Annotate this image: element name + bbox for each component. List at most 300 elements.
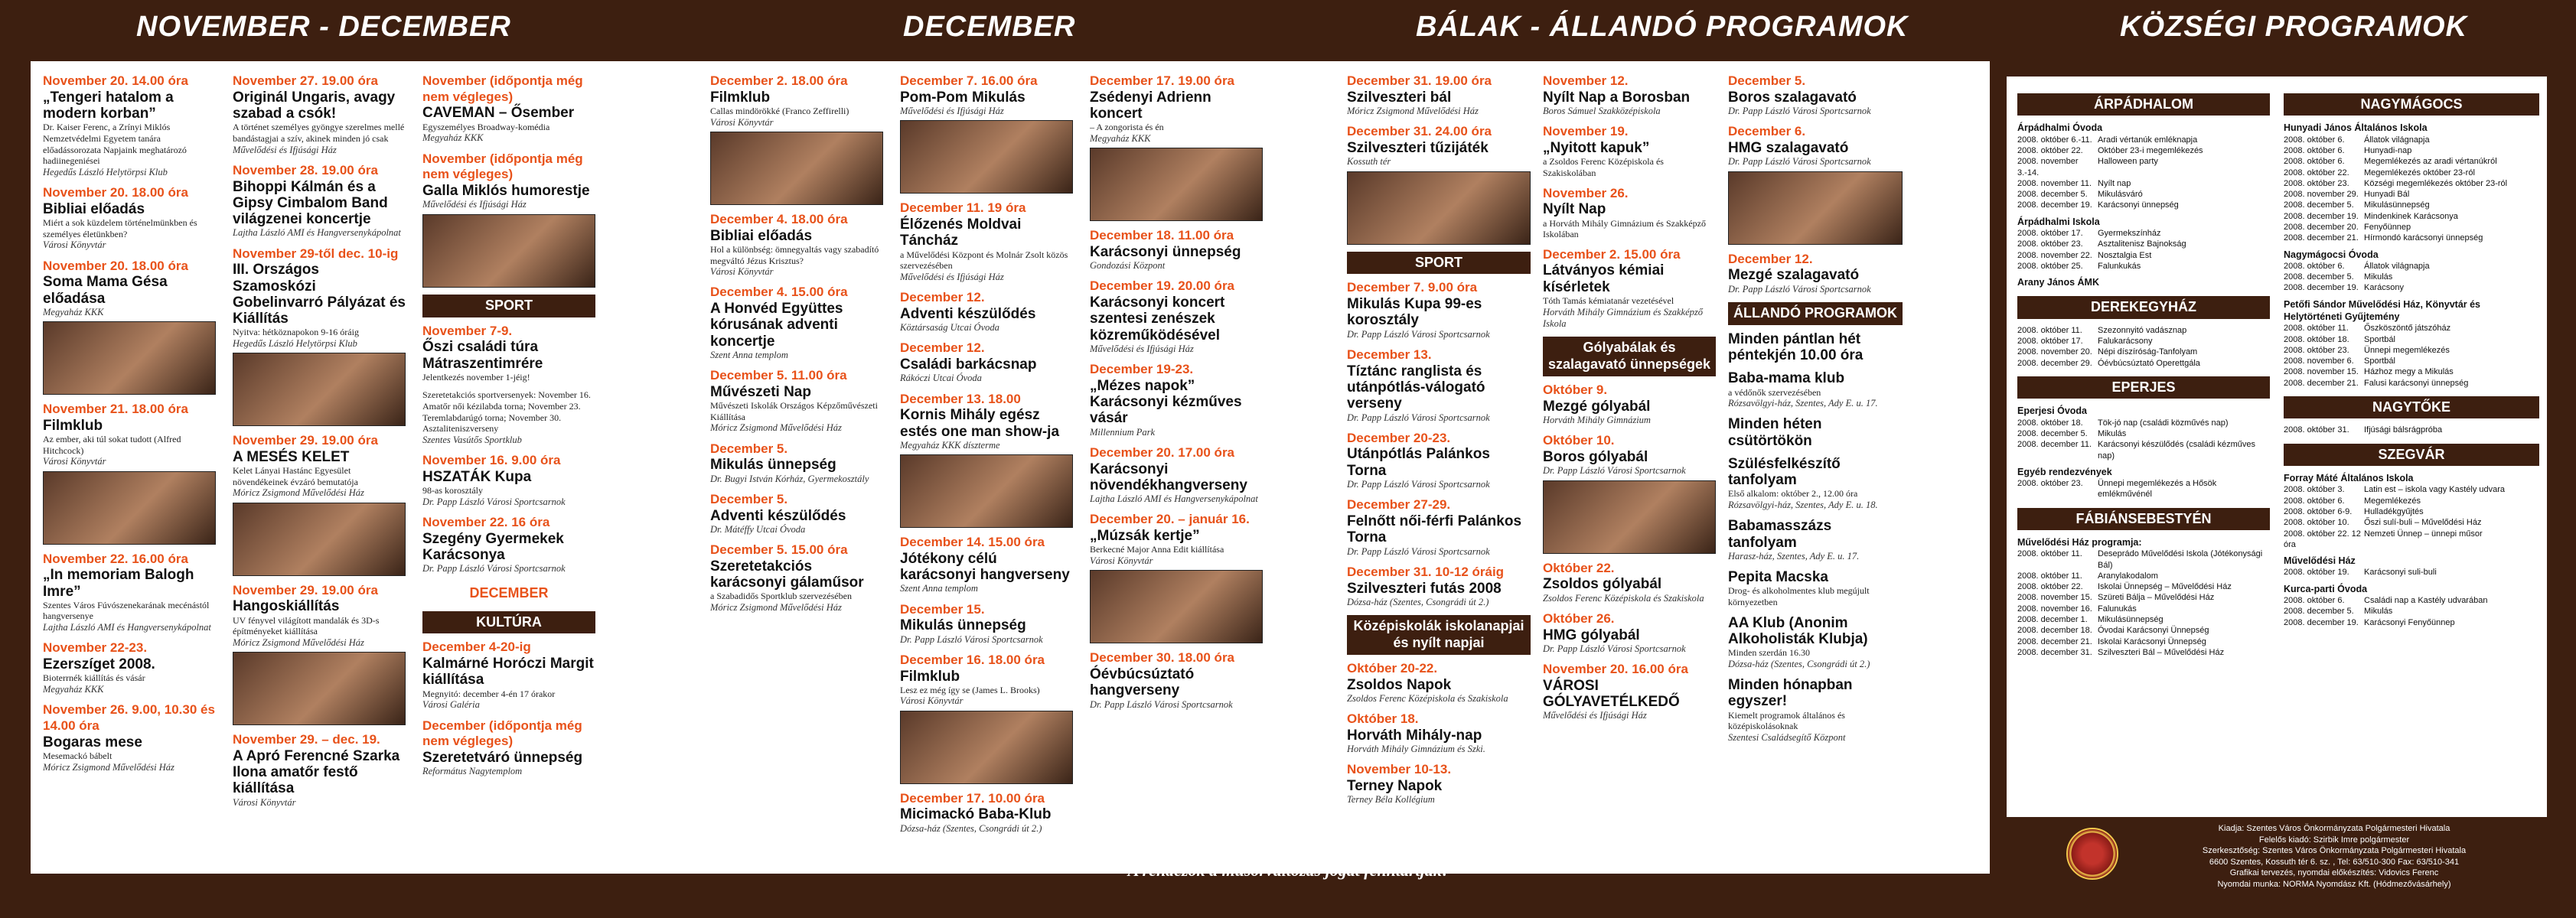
schedule-date: 2008. október 18.: [2284, 334, 2349, 344]
schedule-date: 2008. október 11.: [2017, 325, 2082, 335]
schedule-event: Hulladékgyűjtés: [2364, 506, 2424, 516]
schedule-event: Őszi sulí-buli – Művelődési Ház: [2364, 518, 2482, 528]
event-item: [1090, 228, 1263, 272]
event-date: December 2. 18.00 óra: [710, 73, 848, 88]
event-photo: [900, 120, 1073, 194]
event-date: December 13. 18.00: [900, 391, 1021, 406]
event-date: December 12.: [900, 290, 985, 305]
event-item: [900, 535, 1073, 595]
schedule-row: [2284, 135, 2539, 145]
section-sport: SPORT: [422, 295, 595, 317]
event-venue: Városi Könyvtár: [710, 116, 774, 128]
schedule-row: [2284, 211, 2539, 222]
schedule-row: [2284, 189, 2539, 200]
event-venue: Zsoldos Ferenc Középiskola és Szakiskola: [1347, 692, 1508, 704]
event-item: [900, 73, 1073, 194]
event-venue: Művelődési és Ifjúsági Ház: [900, 106, 1004, 116]
event-venue: Szent Anna templom: [710, 349, 788, 360]
schedule-date: 2008. december 19.: [2284, 283, 2359, 293]
subheading: Művelődési Ház programja:: [2017, 537, 2142, 549]
event-date: December 11. 19 óra: [900, 200, 1026, 216]
schedule-date: 2008. december 29.: [2017, 358, 2092, 368]
schedule-date: 2008. október 22.: [2017, 582, 2083, 592]
schedule-date: 2008. december 5.: [2017, 428, 2088, 438]
schedule-event: Őszköszöntő játszóház: [2364, 324, 2451, 334]
event-title: Pom-Pom Mikulás: [900, 89, 1026, 106]
event-title: HSZATÁK Kupa: [422, 468, 532, 485]
event-venue: Városi Könyvtár: [1090, 555, 1153, 567]
schedule-row: [2284, 425, 2539, 435]
event-venue: Dr. Papp László Városi Sportcsarnok: [1347, 412, 1490, 423]
event-venue: Szent Anna templom: [900, 583, 978, 594]
event-title: Szilveszteri tűzijáték: [1347, 139, 1489, 156]
schedule-event: Aradi vértanúk emléknapja: [2098, 135, 2198, 145]
village-title-eperjes: EPERJES: [2017, 376, 2270, 399]
event-item: [710, 542, 883, 614]
schedule-event: Október 23-i megemlékezés: [2098, 145, 2203, 155]
main-panel: [31, 61, 1990, 874]
event-venue: Hegedűs László Helytörpsi Klub: [43, 166, 168, 177]
event-date: November 12.: [1543, 73, 1629, 88]
event-title: Galla Miklós humorestje: [422, 183, 590, 200]
event-title: „Nyitott kapuk”: [1543, 139, 1650, 156]
schedule-row: [2284, 233, 2539, 243]
schedule-row: [2284, 567, 2539, 578]
schedule-row: [2017, 358, 2270, 369]
event-date: December 2. 15.00 óra: [1543, 246, 1681, 262]
schedule-event: Mindenkinek Karácsonya: [2364, 211, 2458, 221]
event-description: Berkecné Major Anna Edit kiállítása: [1090, 544, 1224, 555]
village-title-szegvar: SZEGVÁR: [2284, 444, 2539, 466]
event-venue: Hegedűs László Helytörpsi Klub: [233, 337, 357, 349]
event-date: December 20. – január 16.: [1090, 512, 1250, 527]
schedule-row: [2284, 517, 2539, 528]
schedule-event: Családi nap a Kastély udvarában: [2364, 595, 2488, 605]
village-title-arpadhalom: ÁRPÁDHALOM: [2017, 93, 2270, 116]
event-venue: Dr. Papp László Városi Sportcsarnok: [422, 563, 566, 575]
schedule-row: [2284, 178, 2539, 189]
event-item: [710, 368, 883, 435]
schedule-date: 2008. október 6.: [2284, 135, 2345, 145]
schedule-row: [2017, 571, 2270, 581]
event-description: Megnyitó: december 4-én 17 órakor: [422, 688, 556, 699]
event-item: [1728, 124, 1903, 244]
event-item: [422, 151, 595, 288]
schedule-event: Hunyadi-nap: [2364, 145, 2412, 155]
event-title: Felnőtt női-férfi Palánkos Torna: [1347, 513, 1522, 546]
event-title: Látványos kémiai kísérletek: [1543, 262, 1665, 295]
event-title: Élőzenés Moldvai Táncház: [900, 216, 1022, 249]
schedule-event: Fenyőünnep: [2364, 223, 2411, 233]
event-title: Babamasszázs tanfolyam: [1728, 518, 1832, 551]
schedule-date: 2008. december 21.: [2017, 636, 2092, 646]
schedule-date: 2008. december 19.: [2284, 211, 2359, 221]
schedule-row: [2017, 604, 2270, 614]
schedule-event: Gyermekszínház: [2098, 228, 2161, 238]
schedule-date: 2008. október 22.: [2284, 168, 2349, 177]
event-venue: Köztársaság Utcai Óvoda: [900, 322, 999, 334]
event-title: A Apró Ferencné Szarka Ilona amatőr festő kiállítása: [233, 747, 400, 797]
event-date: Október 22.: [1543, 560, 1615, 575]
event-item: [1543, 124, 1716, 178]
kozseg-left-column: [2017, 86, 2270, 658]
event-description: Minden szerdán 16.30: [1728, 647, 1810, 659]
event-venue: Móricz Zsigmond Művelődési Ház: [43, 761, 174, 773]
event-date: November (időpontja még nem végleges): [422, 73, 583, 104]
section-kozepisk: Középiskolák iskolanapjai és nyílt napjai: [1347, 615, 1531, 655]
event-date: Október 9.: [1543, 382, 1608, 398]
event-item: [1728, 370, 1903, 409]
schedule-event: Karácsonyi ünnepség: [2098, 200, 2179, 210]
schedule-date: 2008. október 25.: [2017, 261, 2083, 271]
event-venue: Megyaház KKK: [422, 132, 484, 144]
event-date: November 29. 19.00 óra: [233, 582, 378, 597]
event-item: [43, 702, 216, 773]
schedule-date: 2008. november 22.: [2017, 250, 2092, 260]
schedule-date: 2008. december 31.: [2017, 647, 2092, 657]
schedule-event: Mikulás: [2364, 607, 2393, 617]
event-venue: Dr. Papp László Városi Sportcsarnok: [1543, 465, 1686, 477]
schedule-row: [2284, 261, 2539, 272]
event-item: [1543, 662, 1716, 722]
event-venue: Megyaház KKK díszterme: [900, 439, 1000, 451]
schedule-date: 2008. december 20.: [2284, 223, 2359, 233]
schedule-date: 2008. október 11.: [2017, 571, 2082, 581]
event-title: Bibliai előadás: [710, 227, 813, 244]
schedule-date: 2008. október 6.: [2284, 157, 2345, 167]
schedule-date: 2008. október 23.: [2284, 345, 2349, 355]
schedule-row: [2284, 222, 2539, 233]
schedule-row: [2284, 378, 2539, 389]
event-title: Szilveszteri futás 2008: [1347, 580, 1502, 597]
event-venue: Városi Könyvtár: [43, 239, 106, 251]
schedule-date: 2008. október 10.: [2284, 518, 2349, 528]
column-3: [422, 61, 595, 874]
schedule-row: [2284, 617, 2539, 628]
schedule-date: 2008. október 22. 12 óra: [2284, 529, 2361, 549]
event-venue: Dr. Bugyi István Kórház, Gyermekosztály: [710, 473, 869, 484]
event-item: [1347, 762, 1531, 806]
event-item: [422, 389, 595, 446]
event-venue: Dr. Mátéffy Utcai Óvoda: [710, 523, 806, 535]
schedule-date: 2008. október 18.: [2017, 418, 2083, 428]
event-date: November 20. 16.00 óra: [1543, 662, 1688, 677]
schedule-event: Falunkukás: [2098, 261, 2141, 271]
header-kozsegi: KÖZSÉGI PROGRAMOK: [2120, 11, 2468, 43]
schedule-row: [2284, 595, 2539, 606]
event-title: Mezgé szalagavató: [1728, 267, 1860, 284]
subheading: Egyéb rendezvények: [2017, 466, 2112, 477]
event-item: [710, 212, 883, 278]
event-item: [1728, 252, 1903, 295]
event-item: [233, 732, 406, 809]
subheading: Árpádhalmi Óvoda: [2017, 122, 2103, 134]
schedule-row: [2284, 156, 2539, 167]
event-venue: Móricz Zsigmond Művelődési Ház: [710, 602, 842, 614]
credit-line: 6600 Szentes, Kossuth tér 6. sz. , Tel: 63/510-300 Fax: 63/510-341: [2209, 857, 2460, 867]
event-title: Adventi készülődés: [900, 305, 1036, 322]
event-photo: [710, 132, 883, 205]
event-date: December 12.: [1728, 251, 1813, 266]
event-item: [43, 402, 216, 545]
event-venue: Móricz Zsigmond Művelődési Ház: [1347, 106, 1479, 116]
event-description: 98-as korosztály: [422, 485, 483, 496]
event-item: [1090, 650, 1263, 711]
event-venue: Horváth Mihály Gimnázium és Szki.: [1347, 744, 1485, 755]
event-title: Őszi családi túra Mátraszentimrére: [422, 339, 543, 372]
schedule-event: Óévbúcsúztató Operettgála: [2098, 358, 2200, 368]
schedule-event: Községi megemlékezés október 23-ról: [2364, 178, 2508, 188]
event-title: Boros gólyabál: [1543, 449, 1648, 466]
schedule-row: [2284, 366, 2539, 377]
event-date: December 15.: [900, 601, 985, 617]
event-item: [233, 246, 406, 427]
event-photo: [1728, 171, 1903, 245]
event-date: December 19. 20.00 óra: [1090, 278, 1235, 294]
schedule-event: Latin est – iskola vagy Kastély udvara: [2364, 485, 2506, 495]
event-item: [1090, 73, 1263, 221]
schedule-date: 2008. október 6-9.: [2284, 506, 2353, 516]
event-description: Szentes Város Fúvószenekarának mecénástól hangversenye: [43, 599, 210, 622]
event-title: Terney Napok: [1347, 778, 1443, 795]
event-title: Nyílt Nap: [1543, 201, 1606, 218]
schedule-event: Hírmondó karácsonyi ünnepség: [2364, 233, 2483, 243]
event-venue: Szentesi Családsegítő Központ: [1728, 731, 1846, 743]
subheading: Árpádhalmi Iskola: [2017, 216, 2100, 227]
event-date: November 7-9.: [422, 323, 513, 338]
schedule-date: 2008. december 19.: [2017, 200, 2092, 210]
event-date: Október 10.: [1543, 433, 1615, 448]
event-item: [900, 602, 1073, 646]
schedule-date: 2008. december 19.: [2284, 617, 2359, 627]
event-venue: Móricz Zsigmond Művelődési Ház: [233, 636, 364, 648]
event-item: [900, 340, 1073, 384]
subheading: Hunyadi János Általános Iskola: [2284, 122, 2428, 134]
event-description: – A zongorista és én: [1090, 122, 1164, 133]
schedule-row: [2017, 614, 2270, 625]
header-december: DECEMBER: [903, 11, 1076, 43]
event-description: Az ember, aki túl sokat tudott (Alfred Hitchcock): [43, 434, 181, 456]
event-venue: Boros Sámuel Szakközépiskola: [1543, 106, 1661, 116]
event-date: Október 26.: [1543, 610, 1615, 626]
event-date: December 20. 17.00 óra: [1090, 444, 1235, 460]
event-description: Kiemelt programok általános és középiskolásoknak: [1728, 709, 1845, 732]
event-item: [900, 200, 1073, 283]
event-venue: Lajtha László AMI és Hangversenykápolnat: [43, 622, 211, 633]
event-title: HMG szalagavató: [1728, 139, 1849, 156]
column-8: [1543, 61, 1716, 874]
schedule-event: Ünnepi megemlékezés: [2364, 345, 2450, 355]
event-title: Bibliai előadás: [43, 200, 145, 217]
schedule-event: Falusi karácsonyi ünnepség: [2364, 378, 2469, 388]
event-title: Minden hónapban egyszer!: [1728, 677, 1853, 710]
event-title: Mikulás ünnepség: [900, 617, 1026, 634]
schedule-row: [2284, 496, 2539, 506]
event-title: Bihoppi Kálmán és a Gipsy Cimbalom Band világzenei koncertje: [233, 178, 388, 228]
schedule-row: [2017, 250, 2270, 261]
event-title: Soma Mama Gésa előadása: [43, 274, 168, 307]
subheading: Arany János ÁMK: [2017, 277, 2099, 288]
event-venue: Móricz Zsigmond Művelődési Ház: [710, 422, 842, 434]
event-photo: [422, 214, 595, 288]
section-golyabal: Gólyabálak és szalagavató ünnepségek: [1543, 337, 1716, 376]
event-venue: Dr. Papp László Városi Sportcsarnok: [1347, 328, 1490, 340]
event-item: [233, 433, 406, 576]
event-item: [1347, 280, 1531, 340]
schedule-date: 2008. november 15.: [2017, 593, 2092, 603]
schedule-event: Halloween party: [2098, 157, 2158, 167]
event-item: [900, 290, 1073, 334]
event-venue: Megyaház KKK: [43, 683, 104, 695]
event-date: December 13.: [1347, 347, 1432, 362]
event-venue: Művelődési és Ifjúsági Ház: [900, 271, 1004, 282]
event-title: Baba-mama klub: [1728, 370, 1845, 387]
schedule-date: 2008. október 31.: [2284, 425, 2349, 435]
event-date: December 5.: [710, 491, 788, 506]
schedule-event: Nemzeti Ünnep – ünnepi műsor: [2364, 529, 2483, 539]
event-title: Karácsonyi növendékhangverseny: [1090, 461, 1247, 493]
event-item: [1543, 382, 1716, 426]
schedule-event: Házhoz megy a Mikulás: [2364, 367, 2454, 377]
event-item: [1347, 497, 1531, 558]
event-title: Zsoldos gólyabál: [1543, 576, 1662, 593]
event-title: Minden pántlan hét péntekjén 10.00 óra: [1728, 330, 1864, 363]
schedule-date: 2008. október 23.: [2017, 479, 2083, 489]
event-description: Egyszemélyes Broadway-komédia: [422, 121, 550, 132]
schedule-row: [2017, 325, 2270, 336]
event-title: Micimackó Baba-Klub: [900, 806, 1052, 823]
event-title: Bogaras mese: [43, 734, 142, 750]
schedule-date: 2008. október 6.: [2284, 145, 2345, 155]
event-description: Nyitva: hétköznapokon 9-16 óráig: [233, 327, 359, 338]
event-date: November 10-13.: [1347, 762, 1452, 777]
schedule-date: 2008. december 5.: [2017, 190, 2088, 200]
schedule-date: 2008. december 21.: [2284, 378, 2359, 388]
event-item: [1347, 661, 1531, 705]
event-date: December 16. 18.00 óra: [900, 652, 1045, 667]
event-title: Filmklub: [900, 668, 960, 685]
event-title: Szeretetváró ünnepség: [422, 750, 583, 767]
schedule-date: 2008. október 17.: [2017, 228, 2083, 238]
schedule-date: 2008. december 5.: [2284, 200, 2354, 210]
event-description: a Művelődési Központ és Molnár Zsolt közös szervezésében: [900, 249, 1068, 272]
event-description: Mesemackó bábelt: [43, 750, 112, 761]
event-item: [900, 791, 1073, 835]
event-title: III. Országos Szamoskózi Gobelinvarró Pályázat és Kiállítás: [233, 262, 406, 327]
event-item: [1347, 347, 1531, 424]
event-title: Boros szalagavató: [1728, 89, 1857, 106]
event-venue: Művelődési és Ifjúsági Ház: [422, 199, 527, 210]
event-venue: Városi Galéria: [422, 699, 480, 711]
schedule-event: Asztalitenisz Bajnokság: [2098, 239, 2186, 249]
event-venue: Dr. Papp László Városi Sportcsarnok: [1090, 698, 1233, 710]
schedule-row: [2017, 228, 2270, 239]
event-item: [43, 552, 216, 634]
event-item: [43, 73, 216, 178]
schedule-row: [2017, 418, 2270, 428]
column-6: [1090, 61, 1263, 874]
schedule-event: Deseprádo Művelődési Iskola (Jótékonysági Bál): [2098, 549, 2263, 570]
credit-line: Szerkesztőség: Szentes Város Önkormányzata Polgármesteri Hivatala: [2202, 846, 2467, 856]
column-5: [900, 61, 1073, 874]
event-title: A MESÉS KELET: [233, 448, 350, 465]
credit-line: Grafikai tervezés, nyomdai előkészítés: Vidovics Ferenc: [2229, 868, 2439, 878]
subheading: Művelődési Ház: [2284, 555, 2356, 567]
schedule-event: Nyílt nap: [2098, 178, 2131, 188]
event-venue: Városi Könyvtár: [233, 796, 296, 808]
village-title-fabian: FÁBIÁNSEBESTYÉN: [2017, 508, 2270, 530]
event-date: December 5. 11.00 óra: [710, 368, 847, 383]
event-photo: [1347, 171, 1531, 245]
schedule-date: 2008. november 20.: [2017, 347, 2092, 357]
event-item: [1347, 73, 1531, 117]
village-title-derekegyhaz: DEREKEGYHÁZ: [2017, 296, 2270, 318]
schedule-date: 2008. november 3.-14.: [2017, 157, 2079, 177]
schedule-event: Mikulás: [2364, 272, 2393, 282]
schedule-event: Megemlékezés október 23-ról: [2364, 168, 2475, 177]
credit-line: Nyomdai munka: NORMA Nyomdász Kft. (Hódmezővásárhely): [2217, 879, 2451, 889]
event-date: November 22-23.: [43, 640, 148, 656]
schedule-date: 2008. október 6.-11.: [2017, 135, 2092, 145]
event-item: [1347, 431, 1531, 491]
event-item: [1543, 561, 1716, 604]
event-venue: Művelődési és Ifjúsági Ház: [233, 144, 337, 155]
event-venue: Zsoldos Ferenc Középiskola és Szakiskola: [1543, 592, 1704, 604]
event-venue: Dr. Papp László Városi Sportcsarnok: [1728, 156, 1871, 168]
event-item: [1728, 615, 1903, 670]
subheading: Kurca-parti Óvoda: [2284, 583, 2368, 594]
schedule-date: 2008. október 22.: [2017, 145, 2083, 155]
schedule-event: Karácsonyi suli-buli: [2364, 568, 2437, 578]
event-item: [43, 259, 216, 396]
schedule-row: [2017, 592, 2270, 603]
event-item: [710, 73, 883, 205]
event-date: November 21. 18.00 óra: [43, 402, 188, 417]
event-date: December 17. 19.00 óra: [1090, 73, 1235, 88]
event-title: Hangoskiállítás: [233, 598, 340, 615]
event-description: A történet személyes gyöngye szerelmes mellé bandástagjai a szív, akinek minden jó csak: [233, 122, 405, 144]
schedule-date: 2008. október 11.: [2284, 324, 2349, 334]
event-item: [1728, 416, 1903, 449]
schedule-event: Mikulásváró: [2098, 190, 2143, 200]
event-item: [1543, 186, 1716, 240]
section-kultura: KULTÚRA: [422, 611, 595, 634]
event-title: Karácsonyi ünnepség: [1090, 243, 1241, 260]
event-venue: Dr. Papp László Városi Sportcsarnok: [1347, 545, 1490, 557]
schedule-event: Szezonnyitó vadásznap: [2098, 325, 2187, 335]
event-item: [900, 392, 1073, 529]
event-date: November 26. 9.00, 10.30 és 14.00 óra: [43, 702, 215, 733]
schedule-row: [2017, 581, 2270, 592]
schedule-row: [2017, 636, 2270, 647]
schedule-event: Állatok világnapja: [2364, 261, 2430, 271]
event-date: December 19-23.: [1090, 362, 1194, 377]
event-description: a védőnők szervezésében: [1728, 386, 1821, 398]
schedule-date: 2008. október 23.: [2284, 178, 2349, 188]
event-title: Óévbúcsúztató hangverseny: [1090, 666, 1195, 699]
event-date: Október 20-22.: [1347, 660, 1438, 675]
schedule-row: [2017, 647, 2270, 658]
schedule-row: [2284, 145, 2539, 156]
event-date: December 17. 10.00 óra: [900, 790, 1045, 806]
event-item: [1543, 611, 1716, 655]
subheading: Nagymágocsi Óvoda: [2284, 249, 2379, 260]
event-photo: [900, 454, 1073, 528]
event-date: December 7. 9.00 óra: [1347, 280, 1478, 295]
kozseg-right-column: [2284, 86, 2539, 628]
event-item: [1728, 456, 1903, 511]
event-description: Jelentkezés november 1-jéig!: [422, 371, 530, 382]
